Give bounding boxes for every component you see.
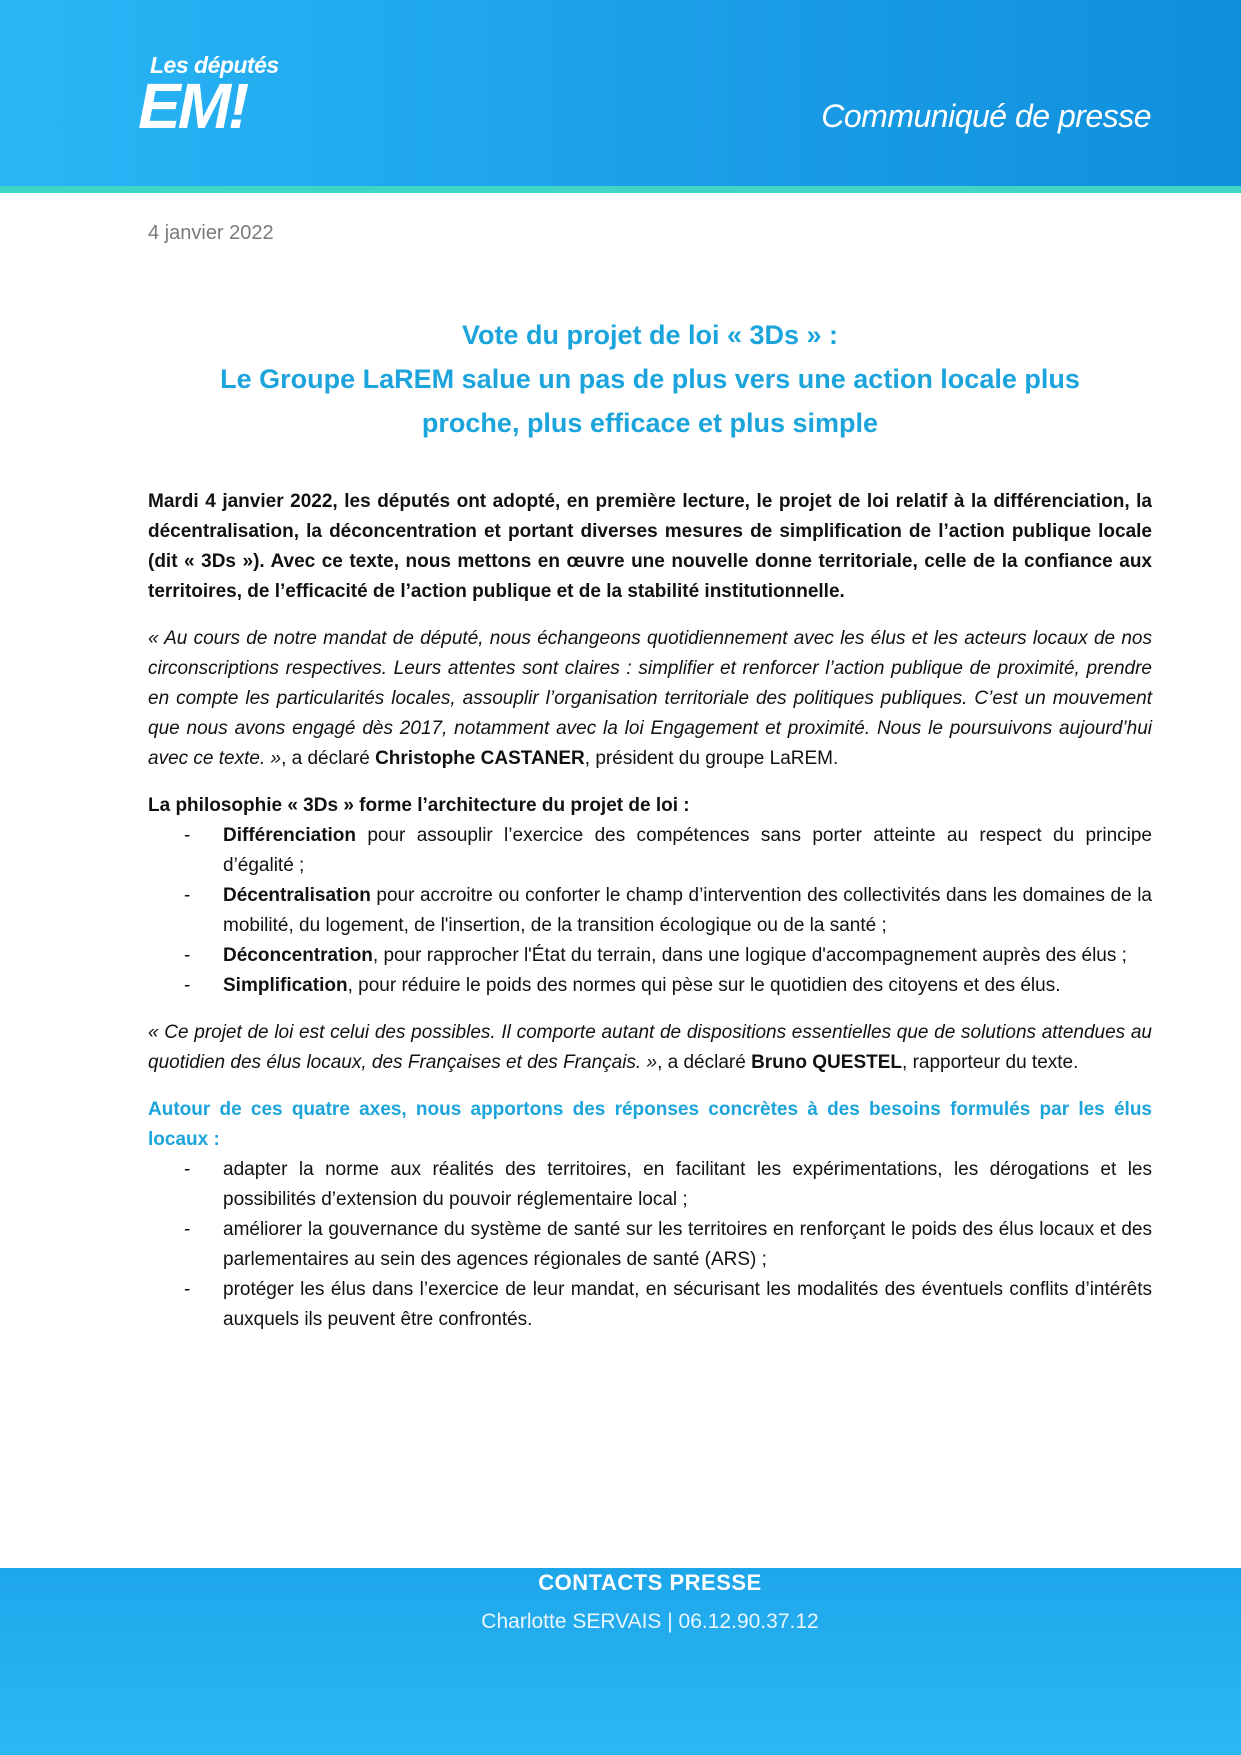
list-item xyxy=(148,941,1152,971)
intro-paragraph: Mardi 4 janvier 2022, les députés ont adopté, en première lecture, le projet de loi relatif à la différenciation, la décentralisation, la déconcentration et portant diverses mesures de simplification de l’action publique locale (dit « 3Ds »). Avec ce texte, nous mettons en œuvre une nouvelle donne territoriale, celle de la confiance aux territoires, de l’efficacité de l’action publique et de la stabilité institutionnelle. xyxy=(148,491,1152,602)
title-line-2: Le Groupe LaREM salue un pas de plus vers une action locale plus xyxy=(220,364,1080,394)
document-type-label: Communiqué de presse xyxy=(821,98,1151,134)
philosophy-list xyxy=(148,821,1152,1001)
dash-bullet: - xyxy=(184,885,191,906)
quote-questel xyxy=(148,1018,1152,1078)
title-line-3: proche, plus efficace et plus simple xyxy=(421,408,879,438)
page-title xyxy=(148,313,1152,445)
logo-subtitle: Les députés xyxy=(150,52,279,78)
header-divider xyxy=(0,186,1241,193)
quote-castaner xyxy=(148,624,1152,774)
list-item xyxy=(148,821,1152,881)
philosophy-heading: La philosophie « 3Ds » forme l’architecture du projet de loi : xyxy=(148,795,690,816)
quote-attribution: , a déclaré xyxy=(281,748,376,769)
quote-attribution: , a déclaré xyxy=(657,1052,752,1073)
dash-bullet: - xyxy=(184,1279,191,1300)
item-term: Simplification xyxy=(223,975,348,996)
publication-date: 4 janvier 2022 xyxy=(148,222,274,244)
footer-banner xyxy=(0,1568,1241,1755)
title-line-1: Vote du projet de loi « 3Ds » : xyxy=(461,320,839,350)
article-body xyxy=(148,487,1152,1352)
dash-bullet: - xyxy=(184,945,191,966)
list-item xyxy=(148,971,1152,1001)
item-text: , pour réduire le poids des normes qui pèse sur le quotidien des citoyens et des élus. xyxy=(347,975,1061,996)
logo: EM! xyxy=(138,70,247,142)
item-term: Décentralisation xyxy=(223,885,371,906)
axes-heading: Autour de ces quatre axes, nous apportons des réponses concrètes à des besoins formulés par les élus locaux : xyxy=(148,1099,1152,1150)
item-text: , pour rapprocher l'État du terrain, dans une logique d'accompagnement auprès des élus ; xyxy=(372,945,1127,966)
quote-author: Bruno QUESTEL xyxy=(751,1052,903,1073)
item-text: protéger les élus dans l’exercice de leur mandat, en sécurisant les modalités des éventuels conflits d’intérêts auxquels ils peuvent être confrontés. xyxy=(223,1279,1152,1330)
axes-list xyxy=(148,1155,1152,1335)
quote-text: « Ce projet de loi est celui des possibles. Il comporte autant de dispositions essentielles que de solutions attendues au quotidien des élus locaux, des Françaises et des Français. » xyxy=(148,1022,1152,1073)
list-item xyxy=(148,1275,1152,1335)
quote-author: Christophe CASTANER xyxy=(375,748,585,769)
list-item xyxy=(148,1215,1152,1275)
item-text: améliorer la gouvernance du système de santé sur les territoires en renforçant le poids des élus locaux et des parlementaires au sein des agences régionales de santé (ARS) ; xyxy=(223,1219,1152,1270)
quote-author-role: , rapporteur du texte. xyxy=(902,1052,1079,1073)
list-item xyxy=(148,1155,1152,1215)
quote-text: « Au cours de notre mandat de député, nous échangeons quotidiennement avec les élus et les acteurs locaux de nos circonscriptions respectives. Leurs attentes sont claires : simplifier et renforcer l’action publique de proximité, prendre en compte les particularités locales, assouplir l’organisation territoriale des politiques publiques. C’est un mouvement que nous avons engagé dès 2017, notamment avec la loi Engagement et proximité. Nous le poursuivons aujourd’hui avec ce texte. » xyxy=(148,628,1152,769)
dash-bullet: - xyxy=(184,1219,191,1240)
dash-bullet: - xyxy=(184,975,191,996)
item-text: pour assouplir l’exercice des compétences sans porter atteinte au respect du principe d’égalité ; xyxy=(223,825,1152,876)
dash-bullet: - xyxy=(184,825,191,846)
item-term: Déconcentration xyxy=(223,945,373,966)
footer-title: CONTACTS PRESSE xyxy=(538,1570,762,1595)
item-text: pour accroitre ou conforter le champ d’intervention des collectivités dans les domaines de la mobilité, du logement, de l'insertion, de la transition écologique ou de la santé ; xyxy=(223,885,1152,936)
press-contact: Charlotte SERVAIS | 06.12.90.37.12 xyxy=(481,1610,819,1633)
dash-bullet: - xyxy=(184,1159,191,1180)
item-term: Différenciation xyxy=(223,825,357,846)
list-item xyxy=(148,881,1152,941)
quote-author-role: , président du groupe LaREM. xyxy=(584,748,839,769)
item-text: adapter la norme aux réalités des territoires, en facilitant les expérimentations, les dérogations et les possibilités d’extension du pouvoir réglementaire local ; xyxy=(223,1159,1152,1210)
